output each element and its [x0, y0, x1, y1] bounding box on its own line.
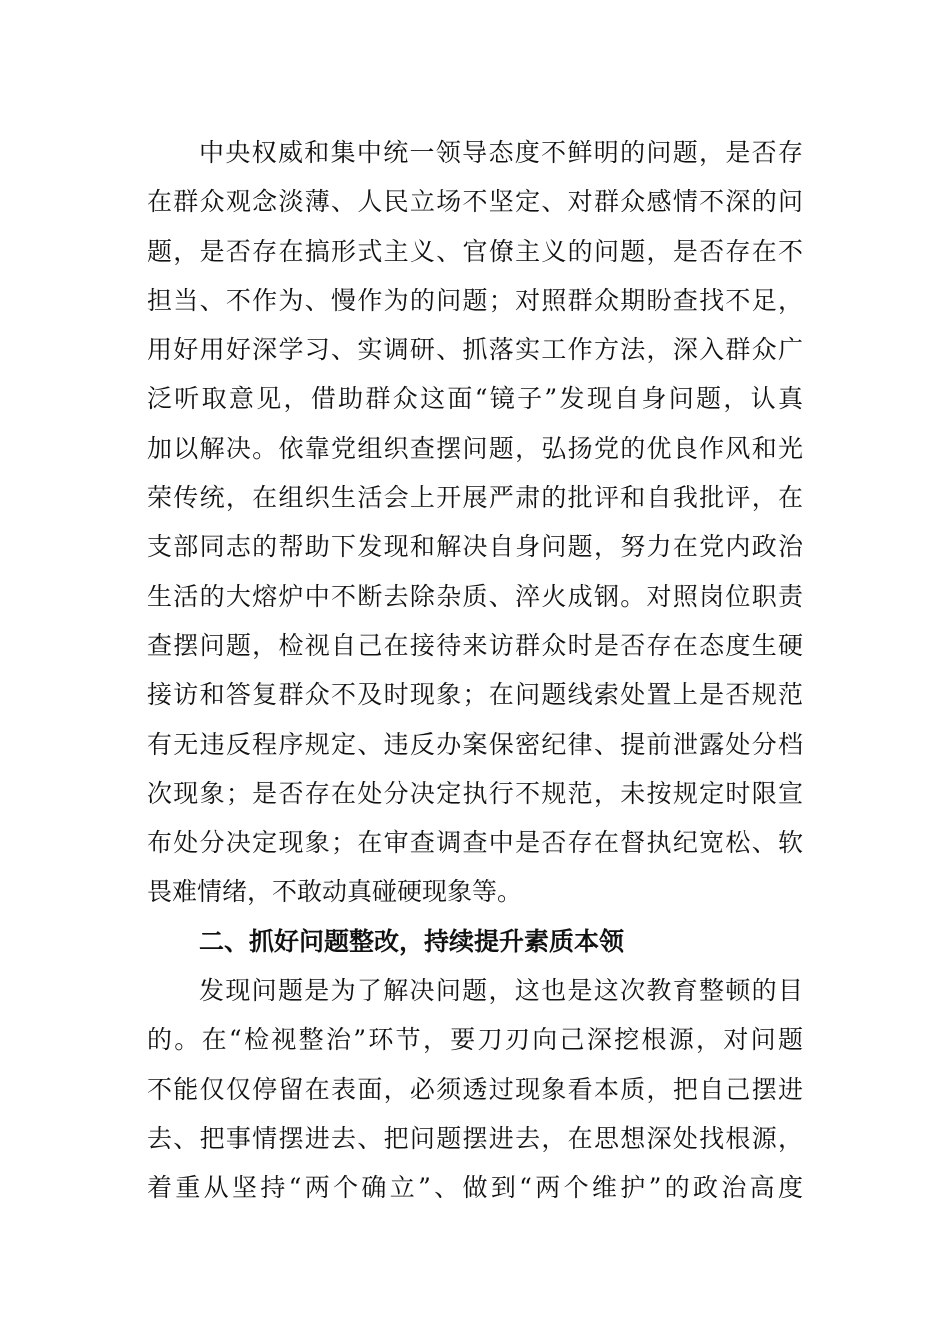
paragraph-line: 畏难情绪，不敢动真碰硬现象等。 — [147, 877, 523, 907]
paragraph-line: 泛听取意见，借助群众这面“镜子”发现自身问题，认真 — [147, 384, 803, 414]
paragraph-line: 去、把事情摆进去、把问题摆进去，在思想深处找根源， — [147, 1123, 803, 1153]
paragraph-line: 支部同志的帮助下发现和解决自身问题，努力在党内政治 — [147, 532, 803, 562]
section-heading: 二、抓好问题整改，持续提升素质本领 — [199, 926, 625, 956]
paragraph-line: 担当、不作为、慢作为的问题；对照群众期盼查找不足， — [147, 285, 803, 315]
document-body — [147, 128, 803, 1213]
paragraph-line: 查摆问题，检视自己在接待来访群众时是否存在态度生硬 — [147, 630, 803, 660]
paragraph-line: 荣传统，在组织生活会上开展严肃的批评和自我批评，在 — [147, 483, 803, 513]
paragraph-line: 有无违反程序规定、违反办案保密纪律、提前泄露处分档 — [147, 729, 803, 759]
paragraph-line: 用好用好深学习、实调研、抓落实工作方法，深入群众广 — [147, 335, 803, 365]
paragraph-line: 生活的大熔炉中不断去除杂质、淬火成钢。对照岗位职责 — [147, 581, 803, 611]
paragraph-line: 在群众观念淡薄、人民立场不坚定、对群众感情不深的问 — [147, 187, 803, 217]
paragraph-line: 次现象；是否存在处分决定执行不规范，未按规定时限宣 — [147, 778, 803, 808]
paragraph-line: 不能仅仅停留在表面，必须透过现象看本质，把自己摆进 — [147, 1074, 803, 1104]
paragraph-line: 布处分决定现象；在审查调查中是否存在督执纪宽松、软 — [147, 828, 803, 858]
paragraph-line: 着重从坚持“两个确立”、做到“两个维护”的政治高度 — [147, 1173, 803, 1203]
paragraph-line: 中央权威和集中统一领导态度不鲜明的问题，是否存 — [199, 138, 803, 167]
paragraph-line: 接访和答复群众不及时现象；在问题线索处置上是否规范 — [147, 680, 803, 710]
paragraph-line: 题，是否存在搞形式主义、官僚主义的问题，是否存在不 — [147, 236, 803, 266]
paragraph-line: 的。在“检视整治”环节，要刀刃向己深挖根源，对问题 — [147, 1025, 803, 1055]
paragraph-line: 发现问题是为了解决问题，这也是这次教育整顿的目 — [199, 976, 803, 1006]
paragraph-line: 加以解决。依靠党组织查摆问题，弘扬党的优良作风和光 — [147, 433, 803, 463]
